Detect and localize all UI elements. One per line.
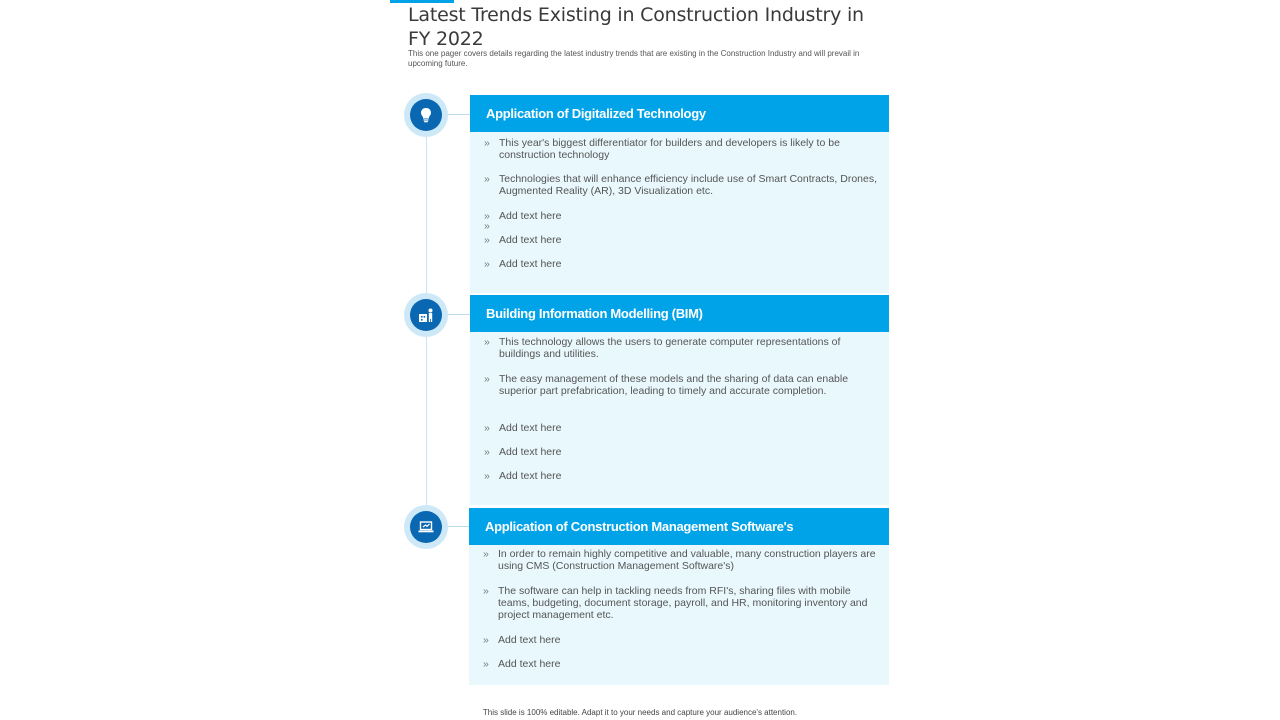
timeline-node-3: [404, 505, 448, 549]
trend-card-3: [469, 508, 889, 685]
list-item: » This technology allows the users to generate computer representations of buildings and utilities.: [484, 336, 841, 361]
bullet-marker: »: [484, 173, 490, 185]
timeline-node-2: [404, 293, 448, 337]
list-item: » Add text here: [484, 422, 562, 434]
bullet-marker: »: [483, 585, 489, 597]
list-item: » Add text here: [483, 634, 561, 646]
bullet-marker: »: [484, 422, 490, 434]
list-item: » Add text here: [484, 470, 562, 482]
bullet-marker: »: [483, 548, 489, 560]
bullet-marker: »: [483, 634, 489, 646]
bullet-marker: »: [484, 234, 490, 246]
list-item: » Add text here: [484, 446, 562, 458]
trend-card-1: [470, 95, 889, 293]
card-title: Application of Digitalized Technology: [470, 95, 889, 132]
bullet-marker: »: [484, 373, 490, 385]
list-item: » Technologies that will enhance efficiency include use of Smart Contracts, Drones, Augmented Reality (AR), 3D Visualization etc.: [484, 173, 878, 198]
list-item: » The software can help in tackling needs from RFI's, sharing files with mobile teams, budgeting, document storage, payroll, and HR, monitoring inventory and project management etc.: [483, 585, 868, 622]
list-item: » The easy management of these models and the sharing of data can enable superior part prefabrication, leading to timely and accurate completion.: [484, 373, 849, 398]
list-item: » Add text here: [484, 258, 562, 270]
list-item: » Add text here: [484, 210, 562, 222]
bullet-marker: »: [484, 470, 490, 482]
page-title: Latest Trends Existing in Construction Industry in FY 2022: [408, 4, 864, 50]
page-subtitle: This one pager covers details regarding the latest industry trends that are existing in the Construction Industry and will prevail in upcoming future.: [408, 49, 860, 68]
laptop-management-icon: [410, 511, 442, 543]
timeline-node-1: [404, 93, 448, 137]
footer-note: This slide is 100% editable. Adapt it to your needs and capture your audience's attention.: [482, 708, 798, 717]
bullet-marker: »: [484, 336, 490, 348]
bullet-marker: »: [484, 258, 490, 270]
timeline-connector: [448, 114, 470, 115]
bullet-marker: »: [484, 210, 490, 222]
bullet-marker: »: [484, 446, 490, 458]
bullet-marker: »: [484, 137, 490, 149]
bullet-marker: »: [483, 658, 489, 670]
list-item: » In order to remain highly competitive and valuable, many construction players are using CMS (Construction Management Software's): [483, 548, 876, 573]
trend-card-2: [470, 295, 889, 505]
card-title: Application of Construction Management Software's: [469, 508, 889, 545]
list-item: » Add text here: [484, 234, 562, 246]
list-item: » This year's biggest differentiator for builders and developers is likely to be construction technology: [484, 137, 840, 162]
empty-bullet-marker: »: [484, 220, 490, 232]
timeline-connector: [448, 314, 470, 315]
lightbulb-icon: [410, 99, 442, 131]
list-item: » Add text here: [483, 658, 561, 670]
building-worker-icon: [410, 299, 442, 331]
timeline-connector: [448, 526, 470, 527]
card-title: Building Information Modelling (BIM): [470, 295, 889, 332]
